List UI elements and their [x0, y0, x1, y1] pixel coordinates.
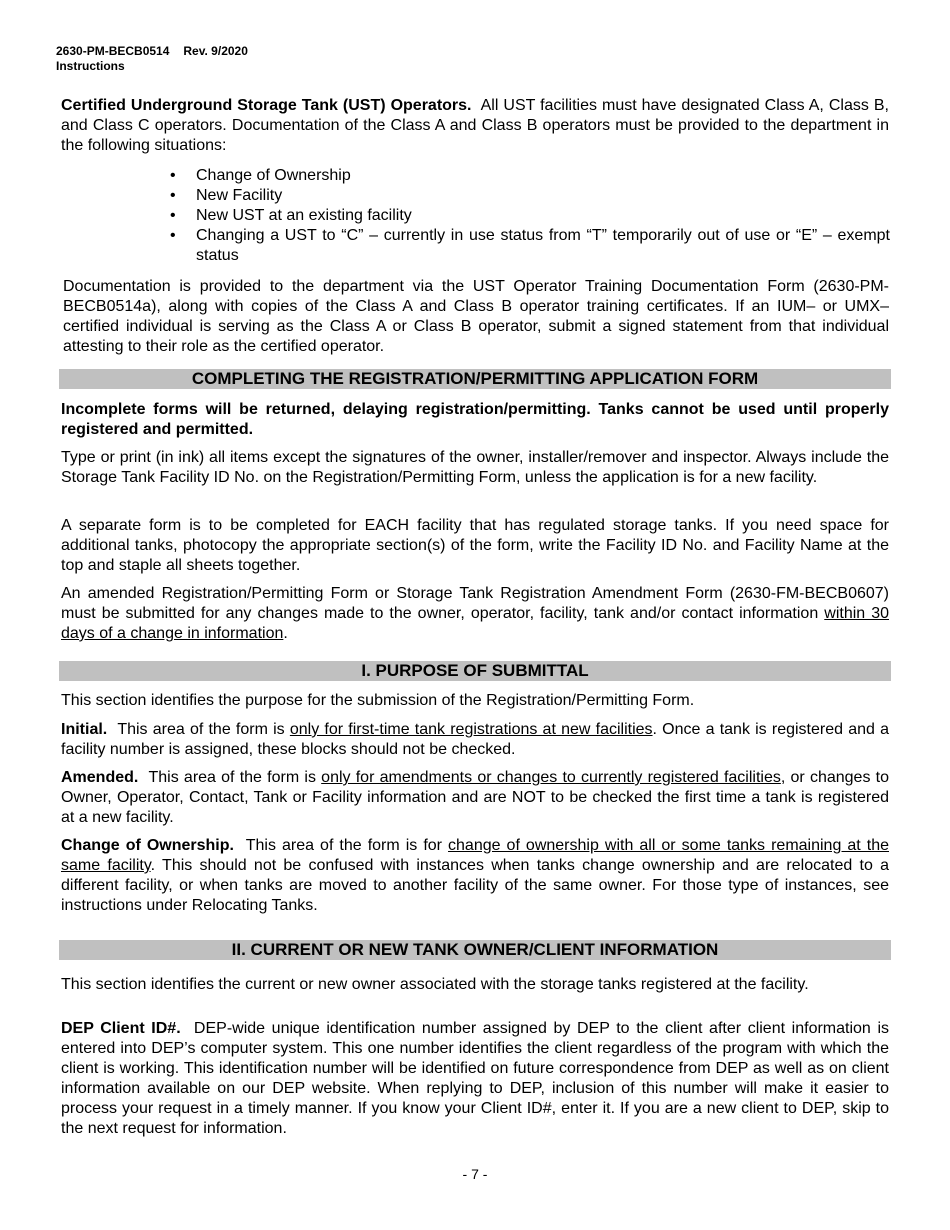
initial-heading: Initial. [61, 721, 108, 738]
situation-list [170, 166, 890, 266]
list-item: • Change of Ownership [170, 167, 351, 184]
list-item: • Changing a UST to “C” – currently in use status from “T” temporarily out of use or “E” – exempt status [170, 227, 890, 264]
section-owner-title: II. CURRENT OR NEW TANK OWNER/CLIENT INFORMATION [59, 940, 891, 960]
change-of-ownership-paragraph: Change of Ownership. This area of the form is for change of ownership with all or some tanks remaining at the same facility. This should not be confused with instances when tanks change ownership and are relocated to a different facility, or when tanks are moved to another facility of the same owner. For those type of instances, see instructions under Relocating Tanks. [61, 837, 889, 914]
intro-heading: Certified Underground Storage Tank (UST) Operators. [61, 97, 472, 114]
owner-intro: This section identifies the current or new owner associated with the storage tanks registered at the facility. [61, 976, 809, 993]
page-number: - 7 - [462, 1166, 488, 1182]
separate-form-paragraph: A separate form is to be completed for EACH facility that has regulated storage tanks. If you need space for additional tanks, photocopy the appropriate section(s) of the form, write the Facility ID No. and Facility Name at the top and staple all sheets together. [61, 517, 889, 574]
client-id-heading: DEP Client ID#. [61, 1020, 181, 1037]
intro-text: All UST facilities must have designated Class A, Class B, and Class C operators. Documentation of the Class A and Class B operators must be provided to the department in the following situations: [61, 97, 889, 154]
initial-paragraph: Initial. This area of the form is only for first-time tank registrations at new facilities. Once a tank is registered and a facility number is assigned, these blocks should not be checked. [61, 721, 889, 758]
document-header [56, 44, 248, 74]
list-item: • New UST at an existing facility [170, 207, 412, 224]
form-number: 2630-PM-BECB0514 [56, 44, 170, 58]
amended-form-paragraph: An amended Registration/Permitting Form or Storage Tank Registration Amendment Form (2630-FM-BECB0607) must be submitted for any changes made to the owner, operator, facility, tank and/or contact information within 30 days of a change in information. [61, 585, 889, 642]
header-subtitle: Instructions [56, 59, 125, 73]
amended-heading: Amended. [61, 769, 139, 786]
client-id-paragraph: DEP Client ID#. DEP-wide unique identification number assigned by DEP to the client after client information is entered into DEP’s computer system. This one number identifies the client regardless of the program with which the client is working. This identification number will be identified on future correspondence from DEP as well as on client information available on our DEP website. When replying to DEP, inclusion of this number will make it easier to process your request in a timely manner. If you know your Client ID#, enter it. If you are a new client to DEP, skip to the next request for information. [61, 1020, 890, 1137]
section-purpose-title: I. PURPOSE OF SUBMITTAL [59, 661, 891, 681]
section-completing-title: COMPLETING THE REGISTRATION/PERMITTING APPLICATION FORM [59, 369, 891, 389]
amended-paragraph: Amended. This area of the form is only for amendments or changes to currently registered facilities, or changes to Owner, Operator, Contact, Tank or Facility information and are NOT to be checked the first time a tank is registered at a new facility. [61, 769, 890, 826]
purpose-intro: This section identifies the purpose for the submission of the Registration/Permitting Form. [61, 692, 695, 709]
change-heading: Change of Ownership. [61, 837, 234, 854]
thirty-days-underline: within 30 days of a change in information [61, 605, 889, 642]
list-item: • New Facility [170, 187, 283, 204]
documentation-paragraph: Documentation is provided to the department via the UST Operator Training Documentation Form (2630-PM-BECB0514a), along with copies of the Class A and Class B operator training certificates. If an IUM– or UMX–certified individual is serving as the Class A or Class B operator, submit a signed statement from that individual attesting to their role as the certified operator. [63, 278, 889, 355]
intro-paragraph [61, 96, 889, 156]
type-or-print-paragraph: Type or print (in ink) all items except the signatures of the owner, installer/remover and inspector. Always include the Storage Tank Facility ID No. on the Registration/Permitting Form, unless the application is for a new facility. [61, 449, 889, 486]
incomplete-warning: Incomplete forms will be returned, delaying registration/permitting. Tanks cannot be used until properly registered and permitted. [61, 401, 889, 438]
revision: Rev. 9/2020 [183, 44, 248, 58]
